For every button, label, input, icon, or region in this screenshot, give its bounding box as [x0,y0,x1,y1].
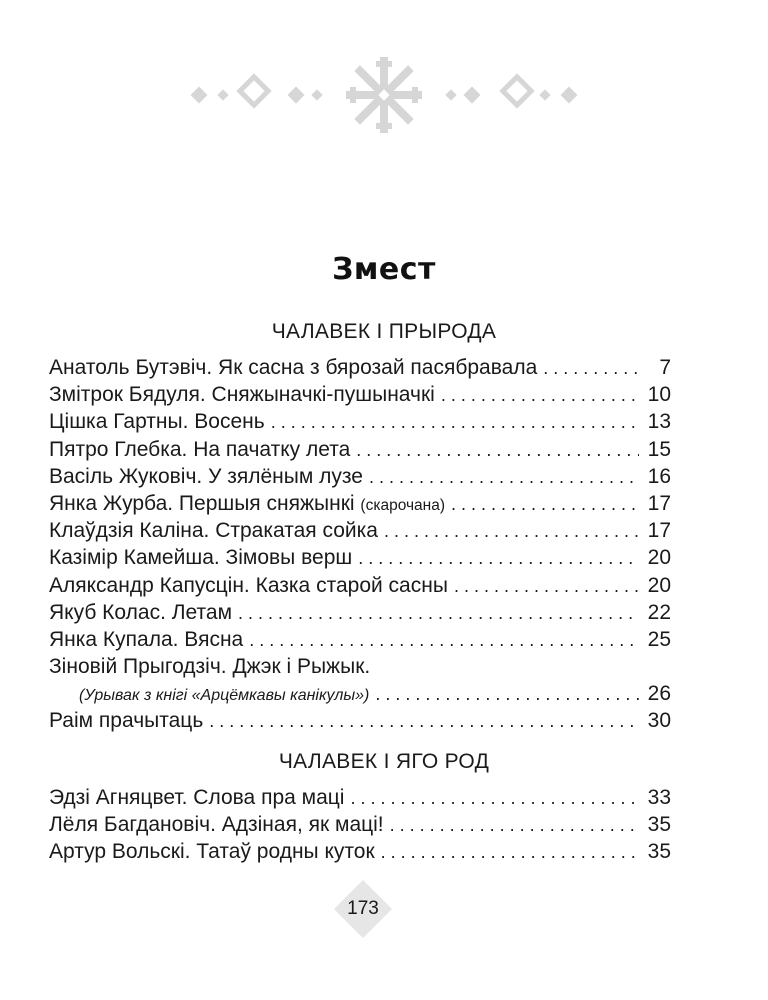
entry-page: 17 [647,491,671,515]
entry-note: (скарочана) [360,496,446,514]
entry-title: Цішка Гартны. Восень [49,410,265,434]
toc-entry[interactable] [49,465,671,492]
entry-page: 17 [647,519,671,543]
leader-dots [249,630,639,651]
entry-title: Пятро Глебка. На пачатку лета [49,437,351,461]
leader-dots [375,684,639,705]
toc-entry[interactable] [49,840,671,867]
leader-dots [209,711,639,732]
toc-entry[interactable] [49,786,671,813]
page-number-badge [334,880,392,938]
entry-page: 16 [647,464,671,488]
toc-list [49,786,671,868]
entry-page: 20 [647,573,671,597]
leader-dots [238,603,639,624]
leader-dots [384,521,639,542]
entry-page: 35 [647,813,671,837]
toc-entry[interactable] [49,546,671,573]
leader-dots [369,467,639,488]
leader-dots [390,815,639,836]
page-number: 173 [347,898,379,919]
section-heading: ЧАЛАВЕК І ЯГО РОД [278,750,490,773]
entry-title: Раім прачытаць [49,709,204,733]
toc-entry[interactable] [49,601,671,628]
toc-entry[interactable] [49,492,671,519]
leader-dots [441,385,639,406]
page-title: Змест [332,252,436,287]
toc-entry[interactable] [49,655,671,682]
entry-title: Эдзі Агняцвет. Слова пра маці [49,786,345,809]
snowflake-ornament-icon [0,55,768,135]
leader-dots [271,412,639,433]
section-heading: ЧАЛАВЕК І ПРЫРОДА [271,320,497,343]
entry-title: Васіль Жуковіч. У зялёным лузе [49,464,363,488]
entry-page: 13 [647,410,671,434]
entry-page: 30 [647,709,671,733]
toc-entry[interactable] [49,383,671,410]
entry-page: 35 [647,840,671,864]
toc-entry[interactable] [49,628,671,655]
leader-dots [356,440,639,461]
toc-entry[interactable] [49,709,671,736]
entry-title [49,492,445,516]
entry-title: Лёля Багдановіч. Адзіная, як маці! [49,813,384,837]
toc-list [49,356,671,737]
leader-dots [358,548,639,569]
entry-page: 25 [647,627,671,651]
leader-dots [543,358,639,379]
entry-title: Янка Купала. Вясна [49,627,244,651]
toc-entry[interactable] [49,438,671,465]
toc-entry[interactable] [49,519,671,546]
toc-entry[interactable] [49,410,671,437]
entry-page: 15 [647,437,671,461]
toc-entry[interactable] [49,813,671,840]
leader-dots [381,842,639,863]
entry-subtitle [49,687,369,705]
entry-title-text: Янка Журба. Першыя сняжынкі [49,491,355,515]
entry-page: 26 [647,682,671,706]
toc-entry-subtitle[interactable] [49,682,671,709]
entry-title: Якуб Колас. Летам [49,600,233,624]
entry-title: Казімір Камейша. Зімовы верш [49,546,353,570]
toc-entry[interactable] [49,356,671,383]
entry-page: 7 [659,356,671,379]
entry-title: Анатоль Бутэвіч. Як сасна з бярозай пасябравала [49,356,538,379]
toc-entry[interactable] [49,574,671,601]
entry-page: 20 [647,546,671,570]
entry-title: Аляксандр Капусцін. Казка старой сасны [49,573,448,597]
entry-title: Зіновій Прыгодзіч. Джэк і Рыжык. [49,655,371,679]
entry-page: 33 [647,786,671,809]
leader-dots [454,576,639,597]
entry-title: Клаўдзія Каліна. Стракатая сойка [49,519,378,543]
leader-dots [350,788,639,809]
entry-subtitle-text: (Урывак з кнігі «Арцёмкавы канікулы») [79,687,370,705]
entry-title: Артур Вольскі. Татаў родны куток [49,840,375,864]
entry-page: 22 [647,600,671,624]
entry-title: Змітрок Бядуля. Сняжыначкі-пушыначкі [49,383,435,407]
entry-page: 10 [647,383,671,407]
leader-dots [451,494,639,515]
